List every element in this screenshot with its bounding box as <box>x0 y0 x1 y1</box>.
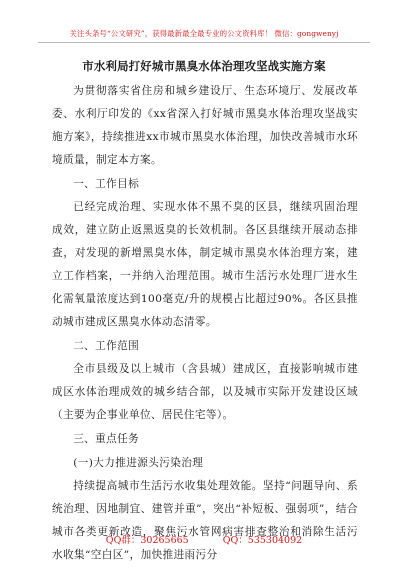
scope-paragraph: 全市县级及以上城市（含县城）建成区，直接影响城市建成区水体治理成效的城乡结合部，以及城市实际开发建设区域（主要为企事业单位、居民住宅等）。 <box>52 363 358 421</box>
section-heading-scope: 二、工作范围 <box>73 340 140 352</box>
tasks-paragraph: 持续提高城市生活污水收集处理效能。坚持“问题导向、系统治理、因地制宜、建管并重”，突出“补短板、强弱项”，结合城市各类更新改造，聚焦污水管网病害排查整治和消除生活污水收集“空白区”，加快推进雨污分 <box>52 480 358 561</box>
section-heading-goals: 一、工作目标 <box>73 178 140 190</box>
document-body <box>52 80 358 567</box>
footer-qq-group: QQ群：30265665 <box>105 535 189 546</box>
footer-qq: QQ：535304092 <box>222 535 303 546</box>
footer-contact <box>0 532 408 546</box>
section-heading-tasks: 三、重点任务 <box>73 433 140 445</box>
header-divider <box>38 42 370 43</box>
goals-paragraph: 已经完成治理、实现水体不黑不臭的区县，继续巩固治理成效，建立防止返黑返臭的长效机制。各区县继续开展动态排查，对发现的新增黑臭水体，制定城市黑臭水体治理方案，建立工作档案，一并纳入治理范围。城市生活污水处理厂进水生化需氧量浓度达到100毫克/升的规模占比超过90%。各区县推动城市建成区黑臭水体动态清零。 <box>52 201 358 328</box>
document-title: 市水利局打好城市黑臭水体治理攻坚战实施方案 <box>82 59 326 73</box>
subsection-heading-source-pollution: (一)大力推进源头污染治理 <box>73 457 204 469</box>
header-promo-note: 关注头条号“公文研究”，获得最新最全最专业的公文资料库！ 微信：gongwenyj <box>69 29 339 38</box>
intro-paragraph: 为贯彻落实省住房和城乡建设厅、生态环境厅、发展改革委、水利厅印发的《xx省深入打好城市黑臭水体治理攻坚战实施方案》，持续推进xx市城市黑臭水体治理，加快改善城市水环境质量，制定本方案。 <box>52 85 358 166</box>
